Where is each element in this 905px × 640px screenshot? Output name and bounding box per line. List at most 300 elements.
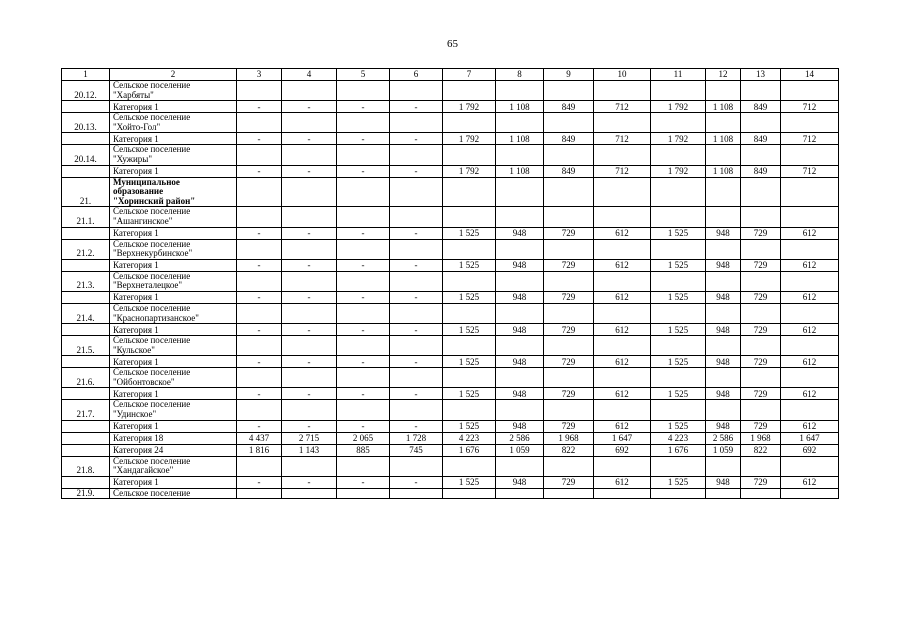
value-cell: 1 676	[443, 444, 496, 456]
section-name-cell	[110, 456, 237, 476]
empty-cell	[741, 145, 781, 165]
section-name-line: "Хужиры"	[113, 153, 153, 164]
value-cell: 948	[496, 259, 544, 271]
value-cell: 729	[544, 420, 594, 432]
value-cell: 612	[594, 420, 651, 432]
empty-cell	[651, 81, 706, 101]
value-cell: 729	[741, 420, 781, 432]
empty-cell	[706, 456, 741, 476]
value-cell: 4 223	[651, 432, 706, 444]
section-row	[62, 456, 839, 476]
value-cell: 612	[781, 259, 839, 271]
empty-cell	[651, 336, 706, 356]
empty-cell	[443, 456, 496, 476]
empty-cell	[337, 488, 390, 499]
value-cell: 849	[544, 133, 594, 145]
row-number-cell	[62, 476, 110, 488]
empty-cell	[282, 207, 337, 227]
value-cell: 1 525	[443, 324, 496, 336]
value-cell: 1 108	[706, 133, 741, 145]
empty-cell	[237, 177, 282, 207]
empty-cell	[594, 400, 651, 420]
empty-cell	[282, 456, 337, 476]
section-name-line: "Верхнеталецкое"	[113, 280, 183, 291]
empty-cell	[781, 177, 839, 207]
category-row	[62, 165, 839, 177]
value-cell: 1 525	[443, 388, 496, 400]
empty-cell	[390, 303, 443, 323]
value-cell: 745	[390, 444, 443, 456]
value-cell: 849	[741, 133, 781, 145]
empty-cell	[390, 113, 443, 133]
value-cell: 729	[741, 476, 781, 488]
empty-cell	[741, 113, 781, 133]
value-cell: 612	[594, 388, 651, 400]
value-cell: 612	[781, 291, 839, 303]
empty-cell	[337, 207, 390, 227]
empty-cell	[443, 177, 496, 207]
empty-cell	[337, 456, 390, 476]
value-cell: 1 792	[443, 101, 496, 113]
value-cell: 1 525	[443, 356, 496, 368]
header-cell: 9	[544, 69, 594, 81]
empty-cell	[651, 239, 706, 259]
empty-cell	[706, 400, 741, 420]
empty-cell	[282, 113, 337, 133]
empty-cell	[651, 303, 706, 323]
row-number-cell: 20.13.	[62, 113, 110, 133]
value-cell: 4 437	[237, 432, 282, 444]
value-cell: 948	[496, 291, 544, 303]
value-cell: 1 525	[443, 259, 496, 271]
value-cell: 612	[781, 227, 839, 239]
empty-cell	[594, 303, 651, 323]
empty-cell	[443, 271, 496, 291]
empty-cell	[594, 456, 651, 476]
section-name-line: Сельское поселение	[113, 144, 191, 155]
value-cell: 885	[337, 444, 390, 456]
value-cell: 612	[781, 324, 839, 336]
value-cell: 1 792	[651, 165, 706, 177]
row-number-cell	[62, 324, 110, 336]
value-cell: -	[337, 324, 390, 336]
value-cell: -	[390, 388, 443, 400]
section-row	[62, 207, 839, 227]
empty-cell	[496, 456, 544, 476]
value-cell: 612	[594, 324, 651, 336]
value-cell: 729	[544, 356, 594, 368]
value-cell: 948	[706, 259, 741, 271]
page-number: 65	[447, 38, 458, 50]
empty-cell	[443, 336, 496, 356]
row-number-cell: 21.9.	[62, 488, 110, 499]
empty-cell	[443, 113, 496, 133]
row-number-cell	[62, 444, 110, 456]
value-cell: 612	[594, 259, 651, 271]
empty-cell	[544, 336, 594, 356]
empty-cell	[237, 81, 282, 101]
value-cell: 2 715	[282, 432, 337, 444]
empty-cell	[594, 239, 651, 259]
empty-cell	[390, 145, 443, 165]
section-row	[62, 177, 839, 207]
value-cell: 729	[544, 388, 594, 400]
empty-cell	[781, 488, 839, 499]
empty-cell	[496, 303, 544, 323]
value-cell: 729	[741, 227, 781, 239]
value-cell: -	[282, 388, 337, 400]
value-cell: 948	[496, 227, 544, 239]
value-cell: 948	[496, 476, 544, 488]
empty-cell	[337, 145, 390, 165]
empty-cell	[390, 336, 443, 356]
category-name-cell: Категория 1	[110, 420, 237, 432]
value-cell: 948	[496, 420, 544, 432]
row-number-cell	[62, 291, 110, 303]
section-name-cell	[110, 145, 237, 165]
header-cell: 12	[706, 69, 741, 81]
value-cell: 2 065	[337, 432, 390, 444]
value-cell: -	[337, 133, 390, 145]
empty-cell	[544, 303, 594, 323]
value-cell: 1 816	[237, 444, 282, 456]
section-name-cell	[110, 177, 237, 207]
category-name-cell: Категория 1	[110, 388, 237, 400]
empty-cell	[443, 303, 496, 323]
value-cell: 1 143	[282, 444, 337, 456]
value-cell: -	[237, 291, 282, 303]
value-cell: 849	[741, 165, 781, 177]
value-cell: 948	[706, 476, 741, 488]
value-cell: -	[390, 324, 443, 336]
value-cell: -	[390, 165, 443, 177]
category-row	[62, 444, 839, 456]
empty-cell	[706, 177, 741, 207]
empty-cell	[706, 336, 741, 356]
empty-cell	[651, 368, 706, 388]
category-row	[62, 324, 839, 336]
empty-cell	[282, 81, 337, 101]
row-number-cell: 20.12.	[62, 81, 110, 101]
value-cell: -	[390, 356, 443, 368]
section-name-line: Сельское поселение	[113, 239, 191, 249]
value-cell: -	[282, 227, 337, 239]
value-cell: 1 525	[651, 227, 706, 239]
value-cell: 1 525	[443, 420, 496, 432]
value-cell: 612	[781, 476, 839, 488]
value-cell: 612	[594, 227, 651, 239]
empty-cell	[337, 400, 390, 420]
value-cell: 1 968	[741, 432, 781, 444]
section-name-line: "Ашангинское"	[113, 215, 173, 226]
section-name-cell	[110, 81, 237, 101]
value-cell: -	[237, 476, 282, 488]
value-cell: -	[282, 291, 337, 303]
empty-cell	[544, 207, 594, 227]
empty-cell	[496, 145, 544, 165]
row-number-cell: 21.7.	[62, 400, 110, 420]
section-name-line: Сельское поселение	[113, 271, 191, 281]
empty-cell	[390, 81, 443, 101]
section-name-line: "Харбяты"	[113, 89, 154, 100]
section-name-line: Сельское поселение	[113, 335, 191, 346]
empty-cell	[237, 113, 282, 133]
empty-cell	[781, 271, 839, 291]
section-name-line: Сельское поселение	[113, 112, 191, 123]
value-cell: 948	[706, 291, 741, 303]
empty-cell	[781, 81, 839, 101]
category-row	[62, 291, 839, 303]
empty-cell	[706, 145, 741, 165]
empty-cell	[237, 145, 282, 165]
value-cell: 1 108	[706, 101, 741, 113]
section-row	[62, 368, 839, 388]
value-cell: -	[337, 388, 390, 400]
empty-cell	[496, 336, 544, 356]
empty-cell	[706, 303, 741, 323]
empty-cell	[496, 368, 544, 388]
value-cell: 1 525	[651, 388, 706, 400]
value-cell: -	[237, 259, 282, 271]
empty-cell	[390, 239, 443, 259]
row-number-cell	[62, 420, 110, 432]
empty-cell	[781, 113, 839, 133]
section-row	[62, 239, 839, 259]
value-cell: -	[282, 356, 337, 368]
section-name-line: "Верхнекурбинское"	[113, 248, 193, 259]
empty-cell	[651, 400, 706, 420]
empty-cell	[337, 239, 390, 259]
value-cell: 712	[781, 133, 839, 145]
empty-cell	[781, 456, 839, 476]
value-cell: -	[337, 476, 390, 488]
value-cell: -	[237, 324, 282, 336]
value-cell: 1 525	[443, 476, 496, 488]
value-cell: 1 792	[651, 101, 706, 113]
value-cell: 729	[741, 291, 781, 303]
empty-cell	[390, 400, 443, 420]
value-cell: -	[237, 227, 282, 239]
empty-cell	[390, 456, 443, 476]
empty-cell	[496, 113, 544, 133]
empty-cell	[544, 239, 594, 259]
value-cell: -	[390, 227, 443, 239]
section-row	[62, 271, 839, 291]
row-number-cell	[62, 133, 110, 145]
value-cell: 1 525	[651, 476, 706, 488]
empty-cell	[594, 145, 651, 165]
value-cell: -	[282, 259, 337, 271]
empty-cell	[706, 239, 741, 259]
value-cell: -	[282, 133, 337, 145]
empty-cell	[594, 271, 651, 291]
value-cell: 692	[781, 444, 839, 456]
empty-cell	[741, 239, 781, 259]
empty-cell	[282, 400, 337, 420]
value-cell: -	[337, 291, 390, 303]
category-name-cell: Категория 1	[110, 133, 237, 145]
row-number-cell	[62, 165, 110, 177]
empty-cell	[337, 336, 390, 356]
value-cell: 612	[781, 420, 839, 432]
empty-cell	[496, 488, 544, 499]
value-cell: 612	[594, 476, 651, 488]
empty-cell	[496, 207, 544, 227]
category-row	[62, 133, 839, 145]
value-cell: 1 792	[651, 133, 706, 145]
empty-cell	[337, 303, 390, 323]
category-row	[62, 388, 839, 400]
empty-cell	[781, 239, 839, 259]
section-name-line: "Удинское"	[113, 409, 157, 420]
empty-cell	[594, 488, 651, 499]
empty-cell	[741, 303, 781, 323]
header-cell: 5	[337, 69, 390, 81]
value-cell: 948	[706, 227, 741, 239]
category-name-cell: Категория 1	[110, 291, 237, 303]
value-cell: 712	[781, 165, 839, 177]
empty-cell	[282, 239, 337, 259]
empty-cell	[544, 456, 594, 476]
empty-cell	[443, 368, 496, 388]
value-cell: 4 223	[443, 432, 496, 444]
value-cell: -	[237, 388, 282, 400]
row-number-cell	[62, 259, 110, 271]
section-name-line: "Хойто-Гол"	[113, 121, 161, 132]
section-name-cell	[110, 488, 237, 499]
empty-cell	[390, 207, 443, 227]
section-name-cell	[110, 400, 237, 420]
empty-cell	[651, 145, 706, 165]
empty-cell	[237, 400, 282, 420]
value-cell: 1 525	[651, 324, 706, 336]
category-name-cell: Категория 1	[110, 165, 237, 177]
section-row	[62, 336, 839, 356]
empty-cell	[496, 400, 544, 420]
empty-cell	[741, 488, 781, 499]
value-cell: 1 676	[651, 444, 706, 456]
empty-cell	[237, 207, 282, 227]
value-cell: -	[390, 291, 443, 303]
empty-cell	[390, 368, 443, 388]
value-cell: 712	[594, 133, 651, 145]
section-row	[62, 113, 839, 133]
empty-cell	[781, 368, 839, 388]
empty-cell	[237, 336, 282, 356]
empty-cell	[390, 271, 443, 291]
section-row	[62, 488, 839, 499]
section-row	[62, 145, 839, 165]
value-cell: 948	[496, 324, 544, 336]
empty-cell	[282, 368, 337, 388]
category-name-cell: Категория 1	[110, 476, 237, 488]
header-cell: 2	[110, 69, 237, 81]
value-cell: 729	[544, 227, 594, 239]
empty-cell	[594, 177, 651, 207]
category-row	[62, 420, 839, 432]
value-cell: -	[337, 227, 390, 239]
section-name-line: Сельское поселение	[113, 456, 191, 466]
value-cell: 729	[741, 388, 781, 400]
header-cell: 10	[594, 69, 651, 81]
empty-cell	[282, 488, 337, 499]
value-cell: 1 108	[496, 133, 544, 145]
section-name-line: Сельское поселение	[113, 80, 191, 90]
empty-cell	[496, 177, 544, 207]
value-cell: 1 525	[651, 259, 706, 271]
header-cell: 1	[62, 69, 110, 81]
empty-cell	[443, 239, 496, 259]
empty-cell	[594, 207, 651, 227]
empty-cell	[741, 177, 781, 207]
value-cell: -	[390, 133, 443, 145]
header-cell: 14	[781, 69, 839, 81]
empty-cell	[544, 113, 594, 133]
value-cell: 849	[741, 101, 781, 113]
row-number-cell: 21.3.	[62, 271, 110, 291]
table-header-row	[62, 69, 839, 81]
empty-cell	[282, 303, 337, 323]
value-cell: 948	[706, 324, 741, 336]
category-row	[62, 227, 839, 239]
header-cell: 8	[496, 69, 544, 81]
value-cell: -	[337, 356, 390, 368]
value-cell: 612	[781, 388, 839, 400]
value-cell: -	[282, 165, 337, 177]
empty-cell	[544, 368, 594, 388]
row-number-cell: 21.2.	[62, 239, 110, 259]
value-cell: 1 525	[651, 291, 706, 303]
value-cell: 849	[544, 165, 594, 177]
value-cell: 1 647	[781, 432, 839, 444]
section-row	[62, 81, 839, 101]
empty-cell	[781, 303, 839, 323]
category-name-cell: Категория 1	[110, 356, 237, 368]
value-cell: 729	[544, 476, 594, 488]
empty-cell	[781, 336, 839, 356]
empty-cell	[237, 488, 282, 499]
category-name-cell: Категория 18	[110, 432, 237, 444]
empty-cell	[706, 207, 741, 227]
value-cell: 1 525	[651, 356, 706, 368]
section-name-line: Сельское поселение	[113, 399, 191, 410]
empty-cell	[496, 271, 544, 291]
value-cell: -	[390, 420, 443, 432]
value-cell: -	[237, 420, 282, 432]
value-cell: 948	[706, 356, 741, 368]
empty-cell	[443, 488, 496, 499]
value-cell: 1 647	[594, 432, 651, 444]
empty-cell	[337, 113, 390, 133]
value-cell: 1 525	[443, 291, 496, 303]
value-cell: -	[282, 324, 337, 336]
empty-cell	[390, 488, 443, 499]
empty-cell	[544, 271, 594, 291]
table-body	[62, 69, 839, 499]
empty-cell	[443, 207, 496, 227]
category-name-cell: Категория 24	[110, 444, 237, 456]
value-cell: -	[237, 165, 282, 177]
category-row	[62, 432, 839, 444]
empty-cell	[337, 368, 390, 388]
section-name-line: образование	[113, 186, 164, 197]
section-name-cell	[110, 271, 237, 291]
empty-cell	[544, 145, 594, 165]
section-name-cell	[110, 368, 237, 388]
value-cell: -	[282, 420, 337, 432]
empty-cell	[496, 81, 544, 101]
section-name-cell	[110, 336, 237, 356]
